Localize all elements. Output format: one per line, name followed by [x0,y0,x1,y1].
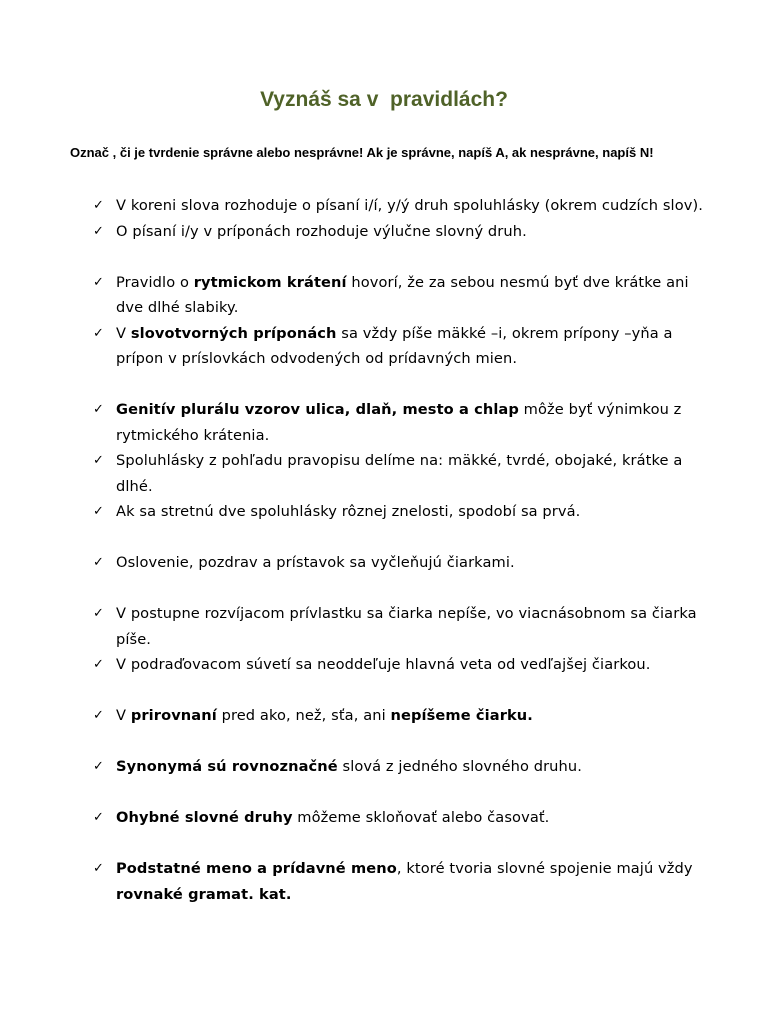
statement-item [90,805,710,831]
statement-item [90,448,710,499]
statement-item [90,397,710,448]
statement-text: V koreni slova rozhoduje o písaní i/í, y/ý druh spoluhlásky (okrem cudzích slov). [116,197,703,214]
statement-text: V postupne rozvíjacom prívlastku sa čiarka nepíše, vo viacnásobnom sa čiarka píše. [116,605,697,648]
statement-text-bold: rovnaké gramat. kat. [116,885,292,903]
statement-text: slová z jedného slovného druhu. [337,758,582,775]
statement-text: hovorí, že za sebou nesmú byť dve krátke ani dve dlhé slabiky. [116,273,689,316]
statement-item [90,321,710,372]
statement-text: V [116,707,131,724]
statement-text-bold: rytmickom krátení [193,273,347,291]
checkmark-icon: ✓ [93,861,104,876]
checkmark-icon: ✓ [93,759,104,774]
checkmark-icon: ✓ [93,708,104,723]
statement-text: môže byť výnimkou z rytmického krátenia. [116,401,682,444]
statement-text: , ktoré tvoria slovné spojenie majú vždy [396,860,693,877]
statement-text: pred ako, než, sťa, ani [216,707,391,724]
statement-item [90,754,710,780]
statement-text-bold: nepíšeme čiarku. [390,707,533,724]
checkmark-icon: ✓ [93,555,104,570]
statement-item [90,193,710,219]
page-title: Vyznáš sa v pravidlách? [260,88,508,111]
instruction-text: Označ , či je tvrdenie správne alebo nesprávne! Ak je správne, napíš A, ak nesprávne, napíš N! [70,145,654,160]
statement-item [90,856,710,907]
statement-text: V [116,324,131,342]
checkmark-icon: ✓ [93,810,104,825]
statement-text-bold: Genitív plurálu vzorov ulica, dlaň, mesto a chlap [116,401,519,418]
checkmark-icon: ✓ [93,402,104,417]
statement-text-bold: slovotvorných príponách [130,324,337,342]
checkmark-icon: ✓ [93,274,104,290]
statement-text: sa vždy píše mäkké –i, okrem prípony –yňa a prípon v príslovkách odvodených od prídavných mien. [116,324,673,367]
statement-text: Pravidlo o [116,273,194,291]
statement-text-bold: Ohybné slovné druhy [116,809,293,826]
statement-text: môžeme skloňovať alebo časovať. [292,809,550,826]
statement-text: O písaní i/y v príponách rozhoduje výlučne slovný druh. [116,222,527,240]
statement-item [90,219,710,245]
statement-text: Oslovenie, pozdrav a prístavok sa vyčleňujú čiarkami. [116,554,515,571]
statement-text-bold: Podstatné meno a prídavné meno [116,860,397,877]
checkmark-icon: ✓ [93,504,104,519]
statement-text: Ak sa stretnú dve spoluhlásky rôznej znelosti, spodobí sa prvá. [116,503,581,520]
statement-text: V podraďovacom súvetí sa neoddeľuje hlavná veta od vedľajšej čiarkou. [116,656,651,673]
statement-text: Spoluhlásky z pohľadu pravopisu delíme na: mäkké, tvrdé, obojaké, krátke a dlhé. [116,452,683,495]
checkmark-icon: ✓ [93,223,104,239]
checkmark-icon: ✓ [93,453,104,468]
statement-item [90,550,710,576]
statement-item [90,270,710,321]
checkmark-icon: ✓ [93,606,104,621]
statement-item [90,601,710,652]
statement-item [90,499,710,525]
statement-item [90,703,710,729]
statement-item [90,652,710,678]
checkmark-icon: ✓ [93,657,104,672]
checkmark-icon: ✓ [93,325,104,341]
statement-text-bold: Synonymá sú rovnoznačné [116,758,338,775]
statement-text-bold: prirovnaní [130,707,217,724]
statement-list [90,193,710,907]
checkmark-icon: ✓ [93,198,104,213]
